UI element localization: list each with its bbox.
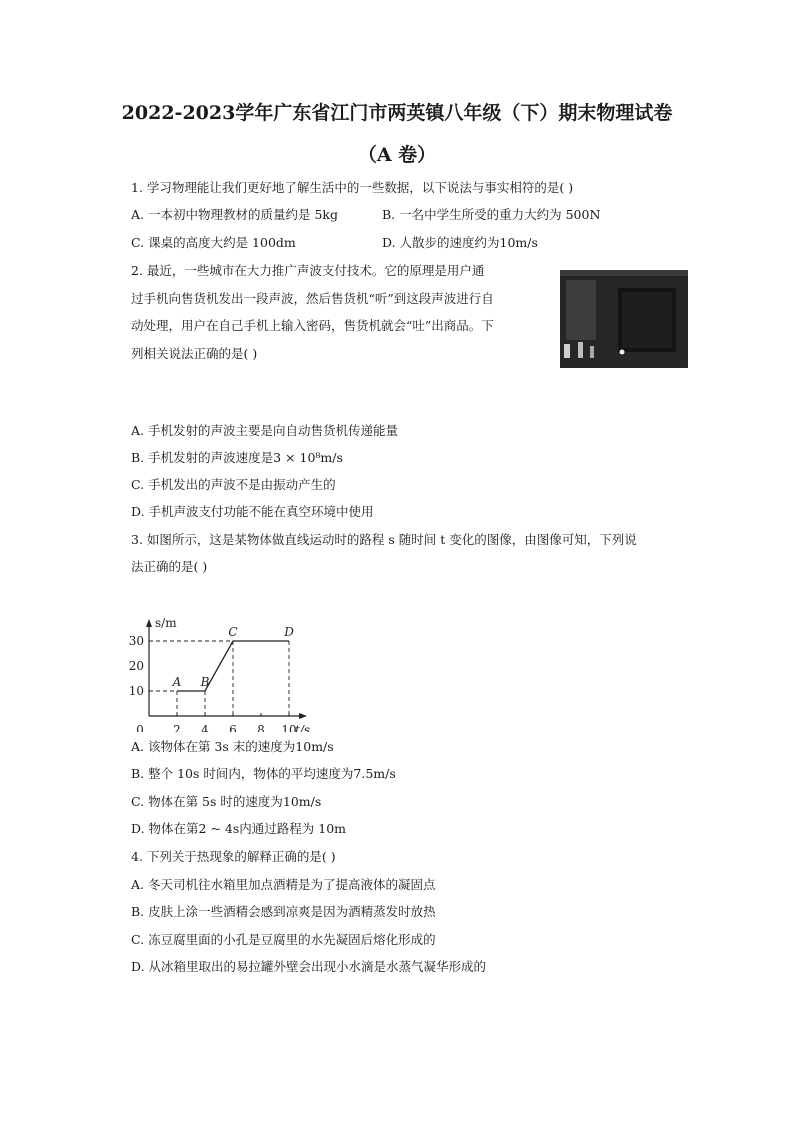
q3-option-a: A. 该物体在第 3s 末的速度为10m/s [131, 739, 334, 754]
q4-option-b: B. 皮肤上涂一些酒精会感到凉爽是因为酒精蒸发时放热 [131, 904, 436, 919]
q2-stem-line4: 列相关说法正确的是( ) [131, 346, 258, 361]
q3-stem-line2: 法正确的是( ) [131, 559, 208, 574]
graph-svg [128, 602, 328, 732]
q1-option-a: A. 一本初中物理教材的质量约是 5kg [131, 207, 338, 222]
x-axis-label: t/s [295, 723, 311, 732]
x-axis-arrow [299, 713, 307, 719]
q1-stem: 1. 学习物理能让我们更好地了解生活中的一些数据，以下说法与事实相符的是( ) [131, 180, 574, 195]
point-label-C: C [228, 625, 238, 639]
q3-option-d: D. 物体在第2 ~ 4s内通过路程为 10m [131, 821, 346, 836]
q2-option-a: A. 手机发射的声波主要是向自动售货机传递能量 [131, 423, 398, 438]
q2-stem-line1: 2. 最近，一些城市在大力推广声波支付技术。它的原理是用户通 [131, 263, 485, 278]
point-label-B: B [200, 675, 210, 689]
y-tick-label: 30 [128, 634, 144, 648]
photo-graphic [560, 270, 688, 368]
q2-option-d: D. 手机声波支付功能不能在真空环境中使用 [131, 504, 374, 519]
x-tick-label: 10 [281, 723, 297, 732]
q2-stem-line2: 过手机向售货机发出一段声波，然后售货机“听”到这段声波进行自 [131, 291, 494, 306]
q1-option-d: D. 人散步的速度约为10m/s [382, 235, 538, 250]
y-tick-label: 20 [128, 659, 144, 673]
y-tick-label: 10 [128, 684, 144, 698]
x-tick-label: 0 [136, 723, 144, 732]
x-tick-label: 2 [173, 723, 181, 732]
q2-stem-line3: 动处理，用户在自己手机上输入密码，售货机就会“吐”出商品。下 [131, 318, 494, 333]
q1-option-c: C. 课桌的高度大约是 100dm [131, 235, 296, 250]
q2-option-c: C. 手机发出的声波不是由振动产生的 [131, 477, 336, 492]
q4-option-a: A. 冬天司机往水箱里加点酒精是为了提高液体的凝固点 [131, 877, 436, 892]
x-tick-label: 8 [257, 723, 265, 732]
q3-option-c: C. 物体在第 5s 时的速度为10m/s [131, 794, 322, 809]
paper-subtitle: （A 卷） [357, 144, 437, 166]
paper-title: 2022-2023学年广东省江门市两英镇八年级（下）期末物理试卷 [121, 102, 673, 124]
q3-stem-line1: 3. 如图所示，这是某物体做直线运动时的路程 s 随时间 t 变化的图像，由图像可知，下列说 [131, 532, 637, 547]
y-axis-label: s/m [155, 616, 177, 630]
q1-option-b: B. 一名中学生所受的重力大约为 500N [382, 207, 601, 222]
q4-option-c: C. 冻豆腐里面的小孔是豆腐里的水先凝固后熔化形成的 [131, 932, 436, 947]
q2-option-b: B. 手机发射的声波速度是3 × 10⁸m/s [131, 450, 343, 465]
q3-option-b: B. 整个 10s 时间内，物体的平均速度为7.5m/s [131, 766, 396, 781]
s-t-graph [128, 602, 328, 732]
q4-option-d: D. 从冰箱里取出的易拉罐外壁会出现小水滴是水蒸气凝华形成的 [131, 959, 487, 974]
point-label-A: A [172, 675, 182, 689]
vending-machine-photo [560, 270, 688, 368]
y-axis-arrow [146, 619, 152, 627]
x-tick-label: 4 [201, 723, 209, 732]
x-tick-label: 6 [229, 723, 237, 732]
q4-stem: 4. 下列关于热现象的解释正确的是( ) [131, 849, 336, 864]
point-label-D: D [284, 625, 294, 639]
